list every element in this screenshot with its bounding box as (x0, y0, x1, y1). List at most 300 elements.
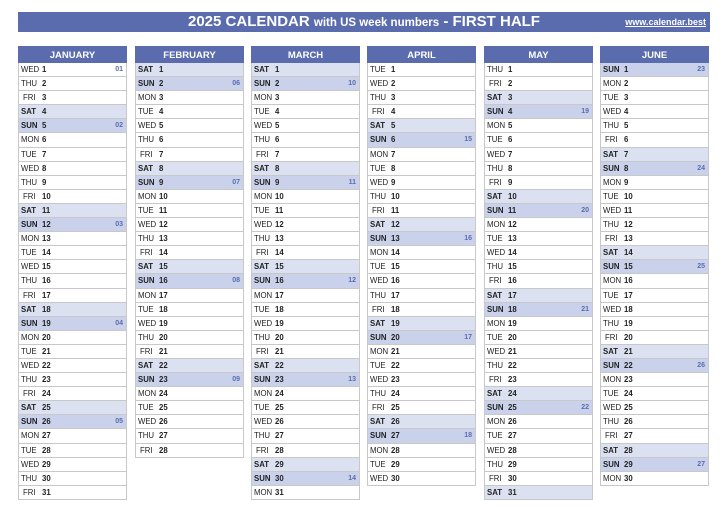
day-number: 18 (159, 304, 168, 314)
weekday-label: MON (138, 191, 157, 201)
day-number: 23 (42, 375, 51, 385)
weekday-label: SAT (603, 346, 619, 356)
day-number: 2 (508, 79, 513, 89)
weekday-label: SAT (487, 389, 503, 399)
day-row (367, 472, 476, 486)
day-row (18, 176, 127, 190)
day-number: 13 (391, 234, 400, 244)
day-number: 9 (508, 177, 513, 187)
weekday-label: FRI (23, 487, 36, 497)
day-row (18, 373, 127, 387)
day-number: 14 (275, 248, 284, 258)
day-row (600, 274, 709, 288)
day-number: 30 (508, 473, 517, 483)
weekday-label: SAT (21, 403, 37, 413)
day-number: 10 (508, 191, 517, 201)
weekday-label: FRI (605, 332, 618, 342)
day-number: 28 (624, 445, 633, 455)
day-row (18, 246, 127, 260)
title-year: 2025 CALENDAR (188, 13, 310, 30)
day-number: 7 (508, 149, 513, 159)
week-number: 20 (581, 206, 589, 214)
weekday-label: MON (138, 93, 157, 103)
day-number: 9 (624, 177, 629, 187)
day-number: 13 (159, 234, 168, 244)
weekday-label: SAT (487, 93, 503, 103)
weekday-label: FRI (372, 107, 385, 117)
day-row (135, 176, 244, 190)
month-january (18, 46, 127, 500)
day-row (18, 232, 127, 246)
day-number: 25 (391, 403, 400, 413)
weekday-label: SUN (254, 79, 271, 89)
weekday-label: TUE (370, 459, 386, 469)
day-number: 21 (42, 346, 51, 356)
day-number: 23 (624, 375, 633, 385)
day-number: 31 (275, 487, 284, 497)
day-number: 15 (42, 262, 51, 272)
day-row (18, 303, 127, 317)
day-row (367, 274, 476, 288)
day-row (251, 162, 360, 176)
day-number: 5 (42, 121, 47, 131)
day-row (251, 204, 360, 218)
weekday-label: MON (603, 177, 622, 187)
day-row (484, 218, 593, 232)
day-row (600, 373, 709, 387)
day-number: 7 (275, 149, 280, 159)
day-number: 20 (275, 332, 284, 342)
day-number: 21 (391, 346, 400, 356)
day-row (484, 429, 593, 443)
weekday-label: WED (21, 163, 40, 173)
day-number: 26 (159, 417, 168, 427)
weekday-label: FRI (23, 290, 36, 300)
day-row (600, 218, 709, 232)
day-row (484, 204, 593, 218)
weekday-label: SAT (254, 459, 270, 469)
weekday-label: FRI (489, 375, 502, 385)
day-number: 8 (391, 163, 396, 173)
day-row (367, 317, 476, 331)
day-number: 21 (275, 346, 284, 356)
day-number: 27 (42, 431, 51, 441)
month-header: JUNE (600, 46, 709, 63)
weekday-label: THU (138, 135, 155, 145)
day-number: 14 (159, 248, 168, 258)
month-march (251, 46, 360, 500)
day-number: 4 (42, 107, 47, 117)
day-row (251, 345, 360, 359)
weekday-label: SUN (603, 65, 620, 74)
weekday-label: THU (487, 459, 504, 469)
week-number: 10 (348, 80, 356, 88)
weekday-label: THU (487, 163, 504, 173)
day-row (484, 486, 593, 500)
weekday-label: SAT (370, 318, 386, 328)
day-row (135, 190, 244, 204)
day-row (484, 303, 593, 317)
day-row (367, 176, 476, 190)
day-row (135, 303, 244, 317)
site-link[interactable]: www.calendar.best (625, 17, 706, 27)
weekday-label: THU (603, 220, 620, 230)
weekday-label: TUE (138, 403, 154, 413)
day-number: 31 (42, 487, 51, 497)
weekday-label: SUN (603, 360, 620, 370)
weekday-label: SUN (370, 431, 387, 441)
weekday-label: FRI (372, 304, 385, 314)
day-row (135, 232, 244, 246)
day-row (251, 105, 360, 119)
weekday-label: SUN (254, 177, 271, 187)
weekday-label: THU (603, 318, 620, 328)
weekday-label: TUE (370, 360, 386, 370)
day-row (600, 77, 709, 91)
day-number: 19 (391, 318, 400, 328)
weekday-label: MON (21, 135, 40, 145)
day-number: 2 (391, 79, 396, 89)
weekday-label: MON (370, 346, 389, 356)
month-header: JANUARY (18, 46, 127, 63)
weekday-label: TUE (21, 445, 37, 455)
weekday-label: FRI (489, 79, 502, 89)
day-number: 29 (624, 459, 633, 469)
day-number: 18 (42, 304, 51, 314)
day-row (135, 359, 244, 373)
weekday-label: MON (254, 191, 273, 201)
weekday-label: SAT (487, 290, 503, 300)
weekday-label: MON (370, 149, 389, 159)
day-number: 27 (159, 431, 168, 441)
day-number: 24 (42, 389, 51, 399)
weekday-label: SUN (138, 79, 155, 89)
day-row (600, 289, 709, 303)
day-row (367, 77, 476, 91)
weekday-label: MON (487, 121, 506, 131)
week-number: 24 (697, 164, 705, 172)
week-number: 19 (581, 108, 589, 116)
day-number: 22 (275, 360, 284, 370)
weekday-label: TUE (254, 403, 270, 413)
day-row (484, 232, 593, 246)
day-number: 1 (159, 65, 164, 74)
day-number: 10 (391, 191, 400, 201)
day-row (484, 105, 593, 119)
day-row (18, 77, 127, 91)
day-row (251, 415, 360, 429)
day-row (367, 133, 476, 147)
day-row (251, 303, 360, 317)
day-number: 27 (624, 431, 633, 441)
weekday-label: TUE (487, 431, 503, 441)
day-number: 26 (624, 417, 633, 427)
weekday-label: TUE (21, 248, 37, 258)
day-row (251, 429, 360, 443)
weekday-label: SUN (21, 121, 38, 131)
day-number: 10 (624, 191, 633, 201)
weekday-label: TUE (603, 389, 619, 399)
day-row (251, 472, 360, 486)
day-number: 18 (508, 304, 517, 314)
weekday-label: MON (603, 276, 622, 286)
weekday-label: WED (370, 177, 389, 187)
day-row (600, 246, 709, 260)
week-number: 12 (348, 277, 356, 285)
day-number: 29 (508, 459, 517, 469)
weekday-label: WED (21, 65, 40, 74)
day-row (251, 289, 360, 303)
day-number: 2 (42, 79, 47, 89)
day-number: 5 (275, 121, 280, 131)
day-row (18, 91, 127, 105)
weekday-label: WED (603, 205, 622, 215)
weekday-label: WED (370, 473, 389, 483)
week-number: 27 (697, 460, 705, 468)
weekday-label: MON (21, 332, 40, 342)
weekday-label: SUN (487, 205, 504, 215)
weekday-label: TUE (487, 234, 503, 244)
day-number: 15 (508, 262, 517, 272)
week-number: 21 (581, 305, 589, 313)
weekday-label: TUE (138, 205, 154, 215)
weekday-label: SUN (370, 332, 387, 342)
week-number: 07 (232, 178, 240, 186)
weekday-label: SAT (138, 163, 154, 173)
day-number: 8 (42, 163, 47, 173)
weekday-label: SUN (254, 276, 271, 286)
week-number: 25 (697, 263, 705, 271)
weekday-label: MON (254, 487, 273, 497)
day-number: 22 (159, 360, 168, 370)
day-number: 12 (42, 220, 51, 230)
day-row (251, 401, 360, 415)
weekday-label: FRI (140, 248, 153, 258)
day-number: 22 (391, 360, 400, 370)
weekday-label: SUN (603, 262, 620, 272)
weekday-label: FRI (23, 389, 36, 399)
day-number: 9 (159, 177, 164, 187)
week-number: 26 (697, 361, 705, 369)
weekday-label: WED (370, 375, 389, 385)
weekday-label: SAT (21, 205, 37, 215)
day-row (367, 303, 476, 317)
day-row (135, 317, 244, 331)
weekday-label: WED (603, 403, 622, 413)
weekday-label: SAT (254, 65, 270, 74)
week-number: 13 (348, 376, 356, 384)
day-row (367, 119, 476, 133)
day-row (135, 401, 244, 415)
day-row (600, 204, 709, 218)
day-row (18, 218, 127, 232)
weekday-label: FRI (140, 149, 153, 159)
day-row (367, 458, 476, 472)
day-number: 24 (159, 389, 168, 399)
title-half: FIRST HALF (452, 13, 540, 30)
day-row (600, 133, 709, 147)
day-number: 1 (508, 65, 513, 74)
day-row (18, 148, 127, 162)
weekday-label: SAT (138, 262, 154, 272)
day-row (367, 429, 476, 443)
day-number: 31 (508, 487, 517, 497)
weekday-label: SAT (370, 220, 386, 230)
day-number: 16 (508, 276, 517, 286)
day-number: 25 (275, 403, 284, 413)
day-number: 19 (275, 318, 284, 328)
day-number: 4 (275, 107, 280, 117)
day-number: 24 (624, 389, 633, 399)
weekday-label: MON (254, 93, 273, 103)
weekday-label: SAT (603, 248, 619, 258)
day-number: 22 (42, 360, 51, 370)
weekday-label: SUN (603, 459, 620, 469)
weekday-label: FRI (489, 276, 502, 286)
weekday-label: THU (603, 417, 620, 427)
weekday-label: FRI (256, 346, 269, 356)
day-number: 27 (275, 431, 284, 441)
day-row (18, 63, 127, 77)
day-number: 25 (42, 403, 51, 413)
weekday-label: THU (370, 191, 387, 201)
day-row (251, 260, 360, 274)
day-number: 24 (391, 389, 400, 399)
weekday-label: WED (254, 417, 273, 427)
weekday-label: SAT (254, 262, 270, 272)
weekday-label: SUN (370, 135, 387, 145)
day-row (251, 176, 360, 190)
day-number: 8 (159, 163, 164, 173)
weekday-label: TUE (603, 191, 619, 201)
weekday-label: SAT (603, 149, 619, 159)
day-row (135, 387, 244, 401)
day-number: 1 (624, 65, 629, 74)
day-row (135, 274, 244, 288)
day-row (484, 317, 593, 331)
weekday-label: WED (603, 304, 622, 314)
weekday-label: WED (487, 445, 506, 455)
day-row (367, 260, 476, 274)
day-row (600, 401, 709, 415)
day-row (251, 444, 360, 458)
month-header: MAY (484, 46, 593, 63)
day-row (251, 274, 360, 288)
weekday-label: THU (487, 65, 504, 74)
day-row (18, 133, 127, 147)
weekday-label: WED (603, 107, 622, 117)
weekday-label: SAT (370, 417, 386, 427)
day-row (600, 63, 709, 77)
day-number: 30 (624, 473, 633, 483)
title-bar (18, 12, 710, 32)
day-number: 14 (508, 248, 517, 258)
day-number: 16 (42, 276, 51, 286)
day-row (484, 289, 593, 303)
weekday-label: TUE (370, 262, 386, 272)
day-row (484, 77, 593, 91)
day-number: 24 (275, 389, 284, 399)
week-number: 11 (348, 178, 356, 186)
week-number: 23 (697, 66, 705, 73)
day-row (135, 429, 244, 443)
day-row (600, 429, 709, 443)
day-row (484, 133, 593, 147)
day-number: 30 (275, 473, 284, 483)
weekday-label: WED (254, 220, 273, 230)
day-number: 18 (624, 304, 633, 314)
weekday-label: TUE (603, 290, 619, 300)
day-number: 4 (624, 107, 629, 117)
weekday-label: TUE (487, 332, 503, 342)
weekday-label: MON (21, 234, 40, 244)
weekday-label: MON (370, 248, 389, 258)
day-row (484, 162, 593, 176)
weekday-label: WED (21, 360, 40, 370)
day-number: 17 (159, 290, 168, 300)
weekday-label: THU (254, 234, 271, 244)
day-row (484, 359, 593, 373)
weekday-label: SUN (21, 318, 38, 328)
day-number: 20 (508, 332, 517, 342)
day-row (251, 63, 360, 77)
day-row (367, 415, 476, 429)
weekday-label: FRI (489, 473, 502, 483)
weekday-label: WED (370, 276, 389, 286)
day-row (484, 458, 593, 472)
weekday-label: TUE (603, 93, 619, 103)
weekday-label: TUE (370, 163, 386, 173)
week-number: 14 (348, 474, 356, 482)
day-number: 23 (275, 375, 284, 385)
day-row (135, 260, 244, 274)
weekday-label: THU (370, 389, 387, 399)
day-row (135, 331, 244, 345)
day-number: 1 (275, 65, 280, 74)
day-number: 19 (42, 318, 51, 328)
day-number: 11 (391, 205, 400, 215)
day-number: 28 (275, 445, 284, 455)
weekday-label: TUE (370, 65, 386, 74)
weekday-label: TUE (254, 304, 270, 314)
day-number: 4 (159, 107, 164, 117)
day-number: 2 (624, 79, 629, 89)
weekday-label: SUN (254, 473, 271, 483)
day-row (18, 444, 127, 458)
day-row (367, 246, 476, 260)
day-number: 26 (508, 417, 517, 427)
weekday-label: MON (603, 473, 622, 483)
day-row (135, 204, 244, 218)
weekday-label: MON (487, 318, 506, 328)
day-number: 13 (508, 234, 517, 244)
day-number: 30 (42, 473, 51, 483)
week-number: 18 (464, 432, 472, 440)
day-number: 12 (391, 220, 400, 230)
day-row (251, 458, 360, 472)
weekday-label: THU (487, 360, 504, 370)
day-number: 23 (508, 375, 517, 385)
weekday-label: WED (254, 318, 273, 328)
day-number: 17 (624, 290, 633, 300)
month-june (600, 46, 709, 486)
day-number: 3 (42, 93, 47, 103)
weekday-label: SAT (487, 191, 503, 201)
day-number: 4 (508, 107, 513, 117)
weekday-label: SUN (254, 375, 271, 385)
day-number: 5 (508, 121, 513, 131)
month-header: MARCH (251, 46, 360, 63)
